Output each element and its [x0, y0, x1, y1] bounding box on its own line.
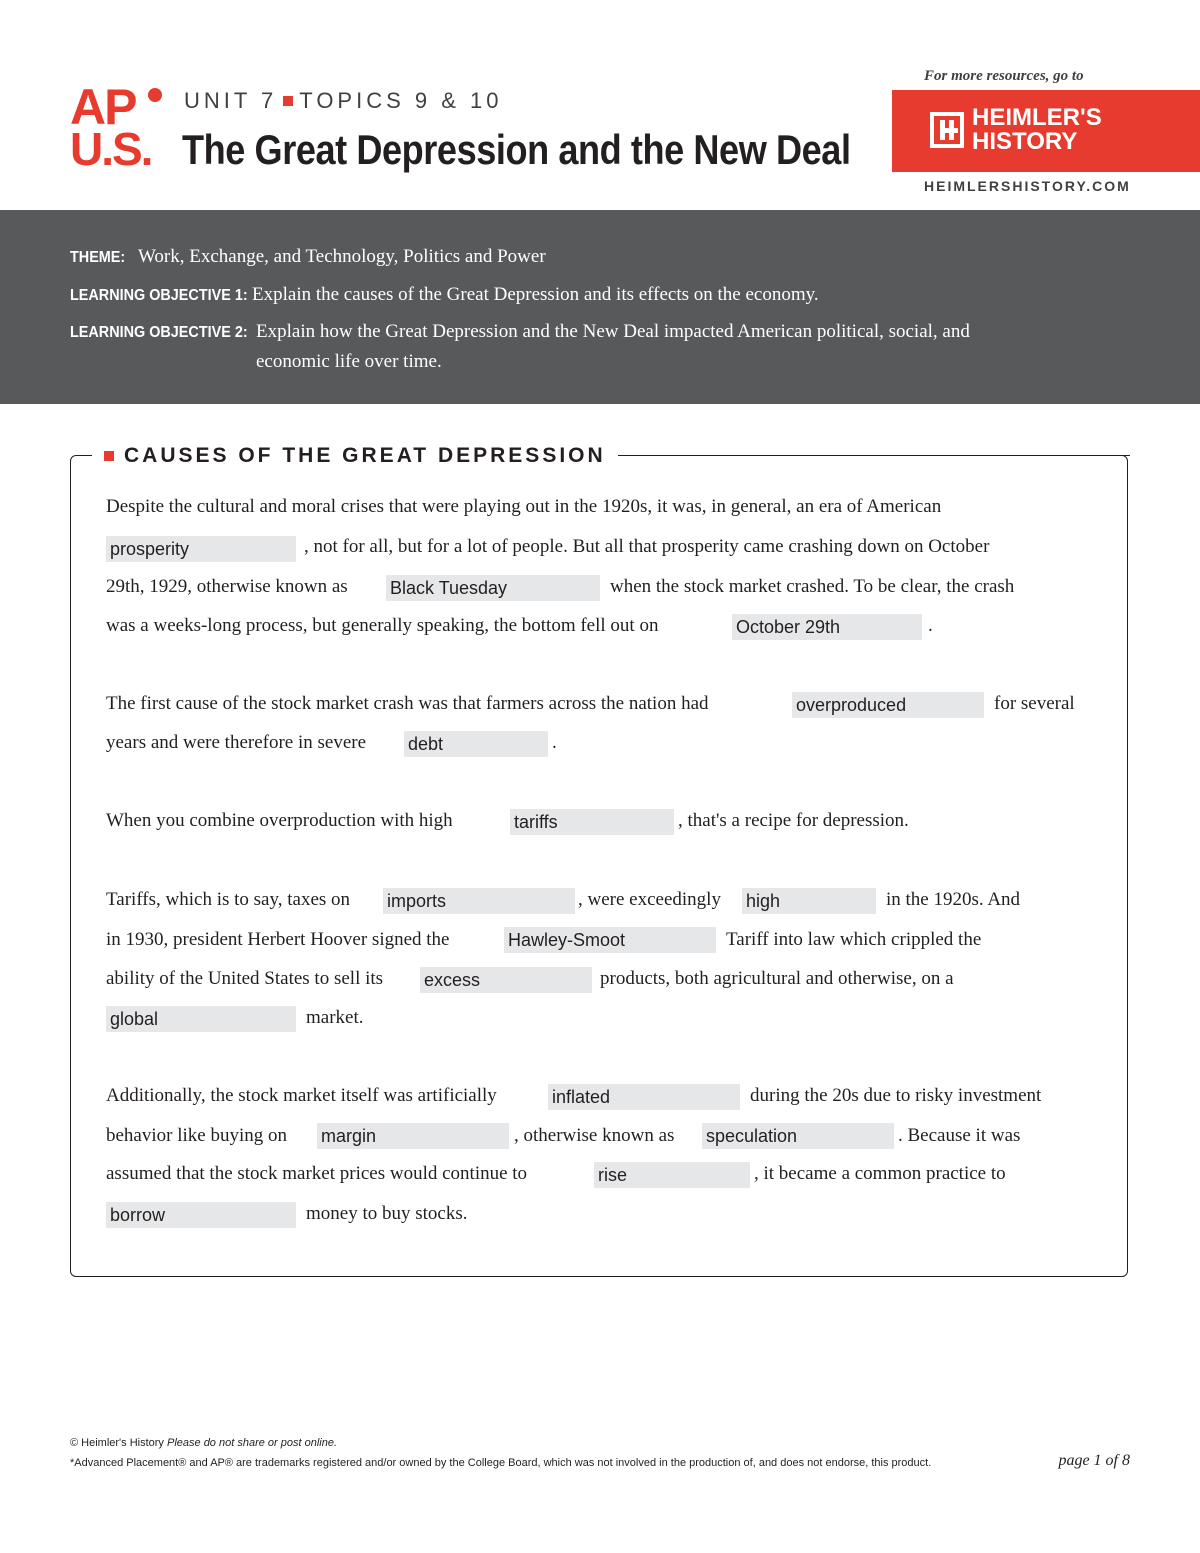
objectives-band — [0, 210, 1200, 404]
blank-input[interactable]: Hawley-Smoot — [504, 927, 716, 953]
p4-line2-after: Tariff into law which crippled the — [726, 929, 982, 950]
p3-line1-after: , that's a recipe for depression. — [678, 810, 909, 831]
p1-line4-text: was a weeks-long process, but generally speaking, the bottom fell out on — [106, 615, 659, 636]
logo-registered-dot — [148, 88, 162, 102]
blank-input[interactable]: prosperity — [106, 536, 296, 562]
lo2-label: LEARNING OBJECTIVE 2: — [70, 324, 248, 341]
p5-line3-text: assumed that the stock market prices would continue to — [106, 1163, 528, 1184]
red-square-icon — [104, 451, 114, 461]
blank-input[interactable]: debt — [404, 731, 548, 757]
p1-line1: Despite the cultural and moral crises that were playing out in the 1920s, it was, in general, an era of American — [106, 496, 942, 517]
section-title: CAUSES OF THE GREAT DEPRESSION — [124, 444, 606, 467]
p5-line2-after: . Because it was — [898, 1125, 1021, 1146]
p2-line1-text: The first cause of the stock market crash was that farmers across the nation had — [106, 693, 709, 714]
theme-row — [70, 246, 546, 268]
lo2-value-line2: economic life over time. — [256, 351, 442, 372]
unit-topics-line — [184, 88, 503, 114]
lo1-label: LEARNING OBJECTIVE 1: — [70, 287, 248, 304]
blank-input[interactable]: excess — [420, 967, 592, 993]
p5-line2-mid: , otherwise known as — [514, 1125, 675, 1146]
blank-input[interactable]: tariffs — [510, 809, 674, 835]
p5-line4-after: money to buy stocks. — [306, 1203, 468, 1224]
p4-line1-after: in the 1920s. And — [886, 889, 1021, 910]
blank-input[interactable]: October 29th — [732, 614, 922, 640]
blank-input[interactable]: imports — [383, 888, 575, 914]
heimlers-h-logo-icon — [930, 112, 964, 148]
brand-line-1: HEIMLER'S — [972, 104, 1102, 131]
p5-line1-text: Additionally, the stock market itself was artificially — [106, 1085, 497, 1106]
topics-label: TOPICS 9 & 10 — [299, 88, 503, 113]
p4-line3-text: ability of the United States to sell its — [106, 968, 384, 989]
p4-line1-text: Tariffs, which is to say, taxes on — [106, 889, 351, 910]
theme-label: THEME: — [70, 249, 126, 266]
heimlers-history-banner[interactable] — [892, 90, 1200, 172]
unit-label: UNIT 7 — [184, 88, 278, 113]
blank-input[interactable]: inflated — [548, 1084, 740, 1110]
p1-line2-text: , not for all, but for a lot of people. But all that prosperity came crashing down on October — [304, 536, 990, 557]
blank-input[interactable]: high — [742, 888, 876, 914]
blank-input[interactable]: global — [106, 1006, 296, 1032]
share-notice: Please do not share or post online. — [167, 1437, 338, 1449]
theme-value: Work, Exchange, and Technology, Politics and Power — [138, 246, 546, 267]
blank-input[interactable]: speculation — [702, 1123, 894, 1149]
p4-line3-after: products, both agricultural and otherwise, on a — [600, 968, 954, 989]
blank-input[interactable]: Black Tuesday — [386, 575, 600, 601]
brand-url-link[interactable]: HEIMLERSHISTORY.COM — [924, 178, 1131, 194]
page-title: The Great Depression and the New Deal — [182, 126, 851, 173]
lo2-row — [70, 321, 970, 372]
footer-copyright — [70, 1437, 337, 1449]
p5-line2-text: behavior like buying on — [106, 1125, 287, 1146]
p4-line1-mid: , were exceedingly — [578, 889, 721, 910]
p5-line3-after: , it became a common practice to — [754, 1163, 1006, 1184]
p2-line2-text: years and were therefore in severe — [106, 732, 367, 753]
logo-us-text: U.S. — [70, 123, 152, 175]
page-number: page 1 of 8 — [1058, 1452, 1130, 1469]
blank-input[interactable]: borrow — [106, 1202, 296, 1228]
section-heading — [92, 440, 618, 472]
blank-input[interactable]: rise — [594, 1162, 750, 1188]
brand-name — [972, 106, 1102, 154]
logo-ap-text: AP — [70, 79, 136, 135]
p5-line1-after: during the 20s due to risky investment — [750, 1085, 1042, 1106]
blank-input[interactable]: overproduced — [792, 692, 984, 718]
red-square-icon — [283, 96, 293, 106]
p4-line2-text: in 1930, president Herbert Hoover signed the — [106, 929, 450, 950]
lo1-row — [70, 284, 819, 306]
p1-line3-text: 29th, 1929, otherwise known as — [106, 576, 348, 597]
p2-line1-after: for several — [994, 693, 1075, 714]
p3-line1-text: When you combine overproduction with high — [106, 810, 453, 831]
lo2-value-line1: Explain how the Great Depression and the New Deal impacted American political, social, and — [256, 321, 970, 342]
brand-line-2: HISTORY — [972, 128, 1078, 155]
p1-line4-after: . — [928, 615, 933, 636]
copyright-text: © Heimler's History — [70, 1437, 164, 1449]
footer-trademark: *Advanced Placement® and AP® are trademarks registered and/or owned by the College Board, which was not involved in the production of, and does not endorse, this product. — [70, 1457, 932, 1469]
resources-text: For more resources, go to — [924, 68, 1084, 84]
blank-input[interactable]: margin — [317, 1123, 509, 1149]
p4-line4-after: market. — [306, 1007, 364, 1028]
lo1-value: Explain the causes of the Great Depression and its effects on the economy. — [252, 284, 819, 305]
p1-line3-after: when the stock market crashed. To be clear, the crash — [610, 576, 1015, 597]
p2-line2-after: . — [552, 732, 557, 753]
ap-us-logo — [70, 79, 170, 184]
